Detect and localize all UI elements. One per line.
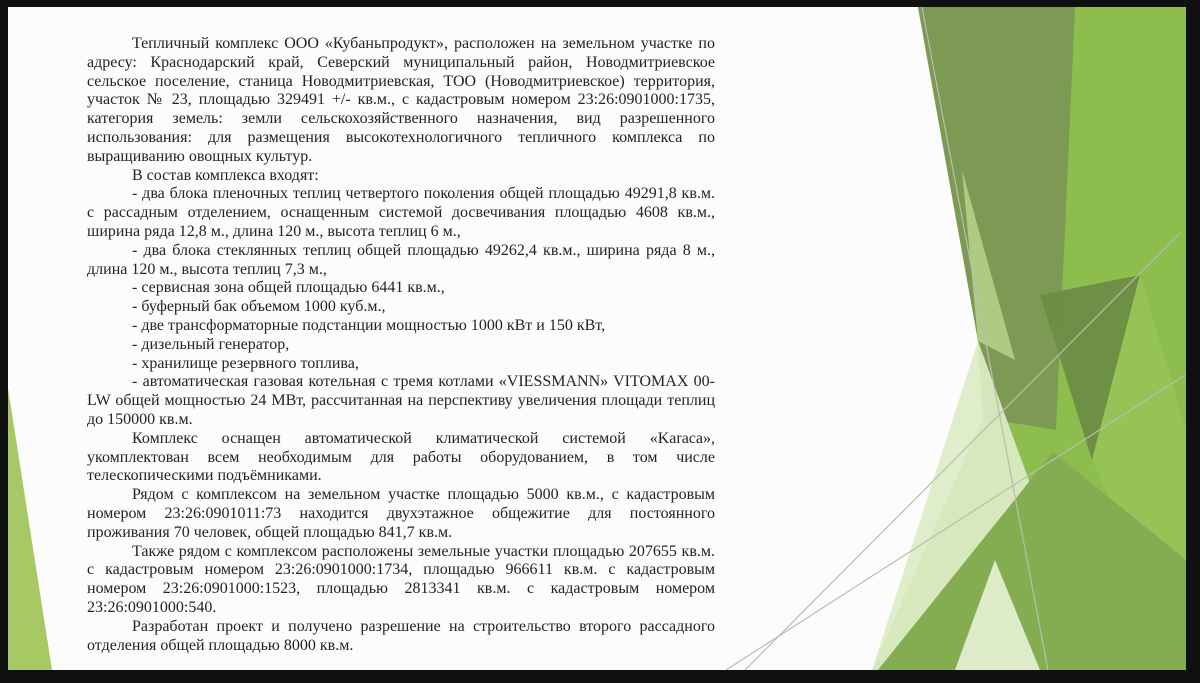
paragraph: - два блока пленочных теплиц четвертого поколения общей площадью 49291,8 кв.м. с рассадным отделением, оснащенным системой досвечивания площадью 4608 кв.м., ширина ряда 12,8 м., длина 120 м., высота теплиц 6 м., bbox=[87, 185, 715, 240]
paragraph: Рядом с комплексом на земельном участке площадью 5000 кв.м., с кадастровым номером 23:26:0901011:73 находится двухэтажное общежитие для постоянного проживания 70 человек, общей площадью 841,7 кв.м. bbox=[87, 486, 715, 541]
paragraph: - два блока стеклянных теплиц общей площадью 49262,4 кв.м., ширина ряда 8 м., длина 120 м., высота теплиц 7,3 м., bbox=[87, 241, 715, 278]
paragraph: Тепличный комплекс ООО «Кубаньпродукт», расположен на земельном участке по адресу: Краснодарский край, Северский муниципальный район, Новодмитриевское сельское поселение, станица Новодмитриевская, ТОО (Новодмитриевское) территория, участок № 23, площадью 329491 +/- кв.м., с кадастровым номером 23:26:0901000:1735, категория земель: земли сельскохозяйственного назначения, вид разрешенного использования: для размещения высокотехнологичного тепличного комплекса по выращиванию овощных культур. bbox=[87, 35, 715, 165]
corner-facet-shape bbox=[8, 388, 52, 670]
paragraph: Комплекс оснащен автоматической климатической системой «Karaca», укомплектован всем необходимым для работы оборудованием, в том числе телескопическими подъёмниками. bbox=[87, 429, 715, 485]
document-text bbox=[87, 35, 715, 655]
facet-olive-shape bbox=[918, 7, 1075, 430]
paragraph: - буферный бак объемом 1000 куб.м., bbox=[132, 298, 386, 316]
paragraph: - дизельный генератор, bbox=[132, 335, 290, 353]
presentation-slide bbox=[8, 7, 1186, 670]
paragraph: Разработан проект и получено разрешение на строительство второго рассадного отделения общей площадью 8000 кв.м. bbox=[87, 617, 715, 654]
paragraph: - две трансформаторные подстанции мощностью 1000 кВт и 150 кВт, bbox=[132, 316, 606, 334]
paragraph: Также рядом с комплексом расположены земельные участки площадью 207655 кв.м. с кадастровым номером 23:26:0901000:1734, площадью 966611 кв.м. с кадастровым номером 23:26:0901000:1523, площадью 2813341 кв.м. с кадастровым номером 23:26:0901000:540. bbox=[87, 542, 715, 616]
paragraph: В состав комплекса входят: bbox=[132, 166, 319, 184]
paragraph: - автоматическая газовая котельная с тремя котлами «VIESSMANN» VITOMAX 00-LW общей мощностью 24 МВт, рассчитанная на перспективу увеличения площади теплиц до 150000 кв.м. bbox=[87, 373, 715, 428]
paragraph: - сервисная зона общей площадью 6441 кв.м., bbox=[132, 279, 445, 297]
paragraph: - хранилище резервного топлива, bbox=[132, 354, 359, 372]
